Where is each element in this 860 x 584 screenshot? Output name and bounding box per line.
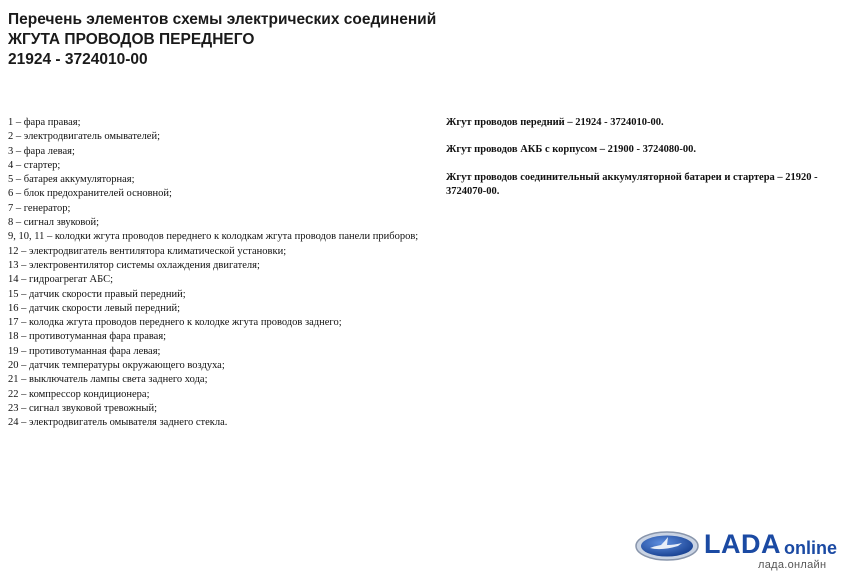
list-item: 2 – электродвигатель омывателей; <box>8 131 161 143</box>
list-item: 24 – электродвигатель омывателя заднего стекла. <box>8 417 228 429</box>
logo-subtitle: лада.онлайн <box>758 559 827 571</box>
list-item: 7 – генератор; <box>8 202 71 214</box>
list-item: 14 – гидроагрегат АБС; <box>8 274 114 286</box>
list-item: 21 – выключатель лампы света заднего хода; <box>8 374 208 386</box>
lada-boat-emblem-icon <box>634 530 700 567</box>
list-item: 12 – электродвигатель вентилятора климатической установки; <box>8 245 287 257</box>
lada-online-logo <box>634 528 854 580</box>
list-item: 23 – сигнал звуковой тревожный; <box>8 402 157 414</box>
list-item: 9, 10, 11 – колодки жгута проводов переднего к колодкам жгута проводов панели приборов; <box>8 231 419 243</box>
title-line-3: 21924 - 3724010-00 <box>8 51 148 68</box>
logo-brand: LADA <box>704 529 781 559</box>
list-item: 6 – блок предохранителей основной; <box>8 188 172 200</box>
list-item: 15 – датчик скорости правый передний; <box>8 288 186 300</box>
harness-item: Жгут проводов АКБ с корпусом – 21900 - 3724080-00. <box>446 144 696 156</box>
list-item: 17 – колодка жгута проводов переднего к колодке жгута проводов заднего; <box>8 317 342 329</box>
logo-suffix: online <box>784 538 837 558</box>
list-item: 19 – противотуманная фара левая; <box>8 345 161 357</box>
element-list <box>8 116 428 431</box>
list-item: 8 – сигнал звуковой; <box>8 217 100 229</box>
title-line-2: ЖГУТА ПРОВОДОВ ПЕРЕДНЕГО <box>8 31 255 48</box>
harness-item: Жгут проводов соединительный аккумуляторной батареи и стартера – 21920 - 3724070-00. <box>446 171 818 197</box>
list-item: 5 – батарея аккумуляторная; <box>8 174 135 186</box>
list-item: 4 – стартер; <box>8 159 61 171</box>
list-item: 18 – противотуманная фара правая; <box>8 331 167 343</box>
list-item: 1 – фара правая; <box>8 117 81 128</box>
list-item: 13 – электровентилятор системы охлаждения двигателя; <box>8 259 260 271</box>
list-item: 20 – датчик температуры окружающего воздуха; <box>8 360 225 372</box>
harness-item: Жгут проводов передний – 21924 - 3724010-00. <box>446 117 664 128</box>
document-title <box>8 10 436 70</box>
list-item: 3 – фара левая; <box>8 145 75 157</box>
title-line-1: Перечень элементов схемы электрических соединений <box>8 11 437 28</box>
list-item: 16 – датчик скорости левый передний; <box>8 302 181 314</box>
list-item: 22 – компрессор кондиционера; <box>8 388 150 400</box>
harness-list <box>446 116 846 212</box>
